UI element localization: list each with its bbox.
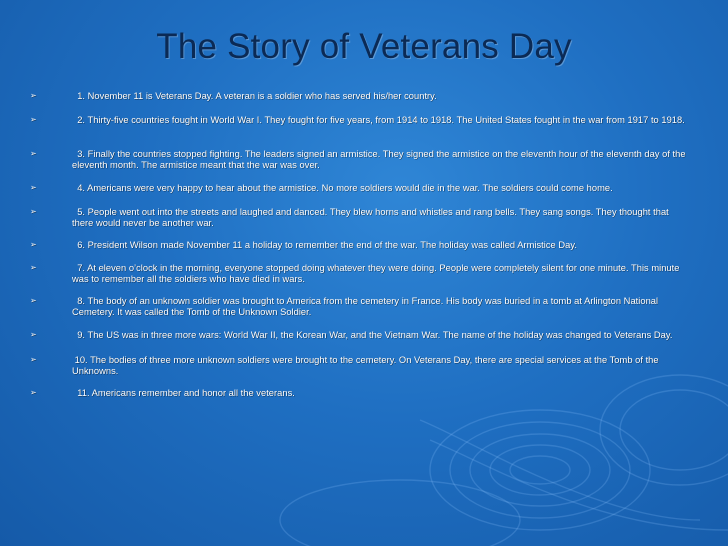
bullet-text: 2. Thirty-five countries fought in World War I. They fought for five years, from 1914 to 1918. The United States fought in the war from 1917 to 1918. [72,114,685,125]
list-item [30,295,690,317]
list-item [30,329,672,340]
list-item [30,262,690,284]
list-item [30,239,577,250]
slide-title: The Story of Veterans Day [156,27,572,66]
bullet-text: 4. Americans were very happy to hear about the armistice. No more soldiers would die in the war. The soldiers could come home. [72,182,613,193]
arrow-bullet-icon: ➢ [30,240,37,249]
list-item [30,206,690,228]
arrow-bullet-icon: ➢ [30,115,37,124]
list-item [30,182,613,193]
arrow-bullet-icon: ➢ [30,355,37,364]
arrow-bullet-icon: ➢ [30,296,37,305]
arrow-bullet-icon: ➢ [30,207,37,216]
arrow-bullet-icon: ➢ [30,388,37,397]
bullet-text: 5. People went out into the streets and laughed and danced. They blew horns and whistles and rang bells. They sang songs. They thought that there would never be another war. [72,206,672,228]
arrow-bullet-icon: ➢ [30,263,37,272]
bullet-text: 3. Finally the countries stopped fighting. The leaders signed an armistice. They signed the armistice on the eleventh hour of the eleventh day of the eleventh month. The armistice meant that the war was over. [72,148,689,170]
bullet-text: 7. At eleven o’clock in the morning, everyone stopped doing whatever they were doing. People were completely silent for one minute. This minute was to remember all the soldiers who have died in wars. [72,262,683,284]
list-item [30,90,437,101]
bullet-text: 10. The bodies of three more unknown soldiers were brought to the cemetery. On Veterans Day, there are special services at the Tomb of the Unknowns. [72,354,662,376]
list-item [30,114,685,125]
bullet-text: 9. The US was in three more wars: World War II, the Korean War, and the Vietnam War. The name of the holiday was changed to Veterans Day. [72,329,673,340]
list-item [30,148,690,170]
arrow-bullet-icon: ➢ [30,330,37,339]
list-item [30,387,295,398]
list-item [30,354,690,376]
bullet-text: 11. Americans remember and honor all the veterans. [72,387,295,398]
bullet-text: 1. November 11 is Veterans Day. A veteran is a soldier who has served his/her country. [72,90,437,101]
bullet-text: 8. The body of an unknown soldier was brought to America from the cemetery in France. His body was buried in a tomb at Arlington National Cemetery. It was called the Tomb of the Unknown Soldier. [72,295,661,317]
arrow-bullet-icon: ➢ [30,91,37,100]
bullet-text: 6. President Wilson made November 11 a holiday to remember the end of the war. The holiday was called Armistice Day. [72,239,577,250]
arrow-bullet-icon: ➢ [30,183,37,192]
arrow-bullet-icon: ➢ [30,149,37,158]
